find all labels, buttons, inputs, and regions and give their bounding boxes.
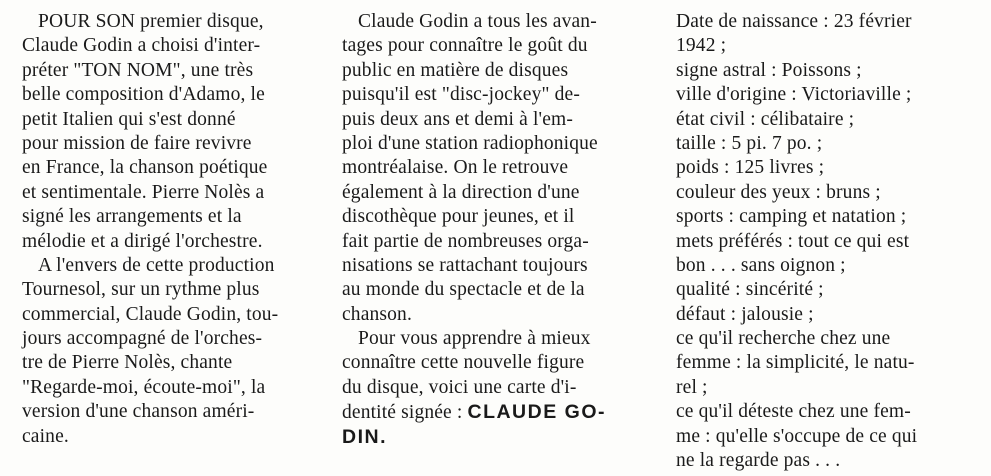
text-line: mélodie et a dirigé l'orchestre. bbox=[22, 230, 263, 252]
text-line: Claude Godin a tous les avan- bbox=[358, 11, 597, 32]
text-line: fait partie de nombreuses orga- bbox=[342, 230, 589, 252]
signature-name-end: DIN. bbox=[342, 425, 387, 448]
text-line: également à la direction d'une bbox=[342, 181, 580, 203]
text-line: chanson. bbox=[342, 303, 412, 325]
text-line: POUR SON premier disque, bbox=[38, 11, 264, 32]
text-line: belle composition d'Adamo, le bbox=[22, 84, 265, 106]
text-line: me : qu'elle s'occupe de ce qui bbox=[676, 425, 918, 447]
text-line: puis deux ans et demi à l'em- bbox=[342, 108, 573, 130]
text-line: caine. bbox=[22, 425, 69, 447]
text-line: rel ; bbox=[676, 376, 708, 398]
signature-name: CLAUDE GO- bbox=[467, 401, 606, 424]
text-line: sports : camping et natation ; bbox=[676, 206, 907, 228]
text-line: Claude Godin a choisi d'inter- bbox=[22, 35, 261, 57]
text-line: ce qu'il déteste chez une fem- bbox=[676, 401, 911, 423]
text-line: et sentimentale. Pierre Nolès a bbox=[22, 181, 265, 203]
text-line: 1942 ; bbox=[676, 35, 727, 57]
text-line: connaître cette nouvelle figure bbox=[342, 352, 585, 374]
text-line: "Regarde-moi, écoute-moi", la bbox=[22, 376, 266, 398]
text-line: poids : 125 livres ; bbox=[676, 157, 825, 179]
text-line: qualité : sincérité ; bbox=[676, 279, 824, 301]
text-line: ploi d'une station radiophonique bbox=[342, 132, 598, 154]
text-line: mets préférés : tout ce qui est bbox=[676, 230, 910, 252]
text-line: commercial, Claude Godin, tou- bbox=[22, 303, 279, 325]
text-line: Pour vous apprendre à mieux bbox=[358, 328, 591, 350]
text-line: pour mission de faire revivre bbox=[22, 132, 252, 154]
text-line: montréalaise. On le retrouve bbox=[342, 157, 569, 179]
text-line: tre de Pierre Nolès, chante bbox=[22, 352, 233, 374]
text-line: défaut : jalousie ; bbox=[676, 303, 814, 325]
text-line: signe astral : Poissons ; bbox=[676, 59, 862, 81]
text-line: signé les arrangements et la bbox=[22, 206, 242, 228]
text-line: jours accompagné de l'orches- bbox=[22, 328, 263, 350]
text-line: femme : la simplicité, le natu- bbox=[676, 352, 915, 374]
text-line: Tournesol, sur un rythme plus bbox=[22, 279, 260, 301]
article-column-2 bbox=[342, 10, 654, 449]
text-line: puisqu'il est "disc-jockey" de- bbox=[342, 84, 580, 106]
text-line: en France, la chanson poétique bbox=[22, 157, 268, 179]
article-column-1 bbox=[22, 10, 332, 449]
text-line: ce qu'il recherche chez une bbox=[676, 328, 891, 350]
text-line: petit Italien qui s'est donné bbox=[22, 108, 236, 130]
text-line bbox=[342, 400, 654, 424]
text-line: du disque, voici une carte d'i- bbox=[342, 376, 577, 398]
text-line: préter "TON NOM", une très bbox=[22, 59, 254, 81]
text-line: état civil : célibataire ; bbox=[676, 108, 855, 130]
text-line: Date de naissance : 23 février bbox=[676, 11, 912, 32]
text-line: au monde du spectacle et de la bbox=[342, 279, 585, 301]
text-segment: dentité signée : bbox=[342, 402, 463, 424]
text-line: nisations se rattachant toujours bbox=[342, 254, 588, 276]
text-line: version d'une chanson améri- bbox=[22, 401, 255, 423]
article-column-3 bbox=[676, 10, 988, 473]
text-line: taille : 5 pi. 7 po. ; bbox=[676, 132, 823, 154]
text-line: tages pour connaître le goût du bbox=[342, 35, 588, 57]
text-line: ne la regarde pas . . . bbox=[676, 450, 841, 472]
text-line: ville d'origine : Victoriaville ; bbox=[676, 84, 912, 106]
text-line: bon . . . sans oignon ; bbox=[676, 254, 846, 276]
text-line: public en matière de disques bbox=[342, 59, 569, 81]
text-line: couleur des yeux : bruns ; bbox=[676, 181, 881, 203]
text-line: A l'envers de cette production bbox=[38, 254, 275, 276]
text-line: discothèque pour jeunes, et il bbox=[342, 206, 575, 228]
